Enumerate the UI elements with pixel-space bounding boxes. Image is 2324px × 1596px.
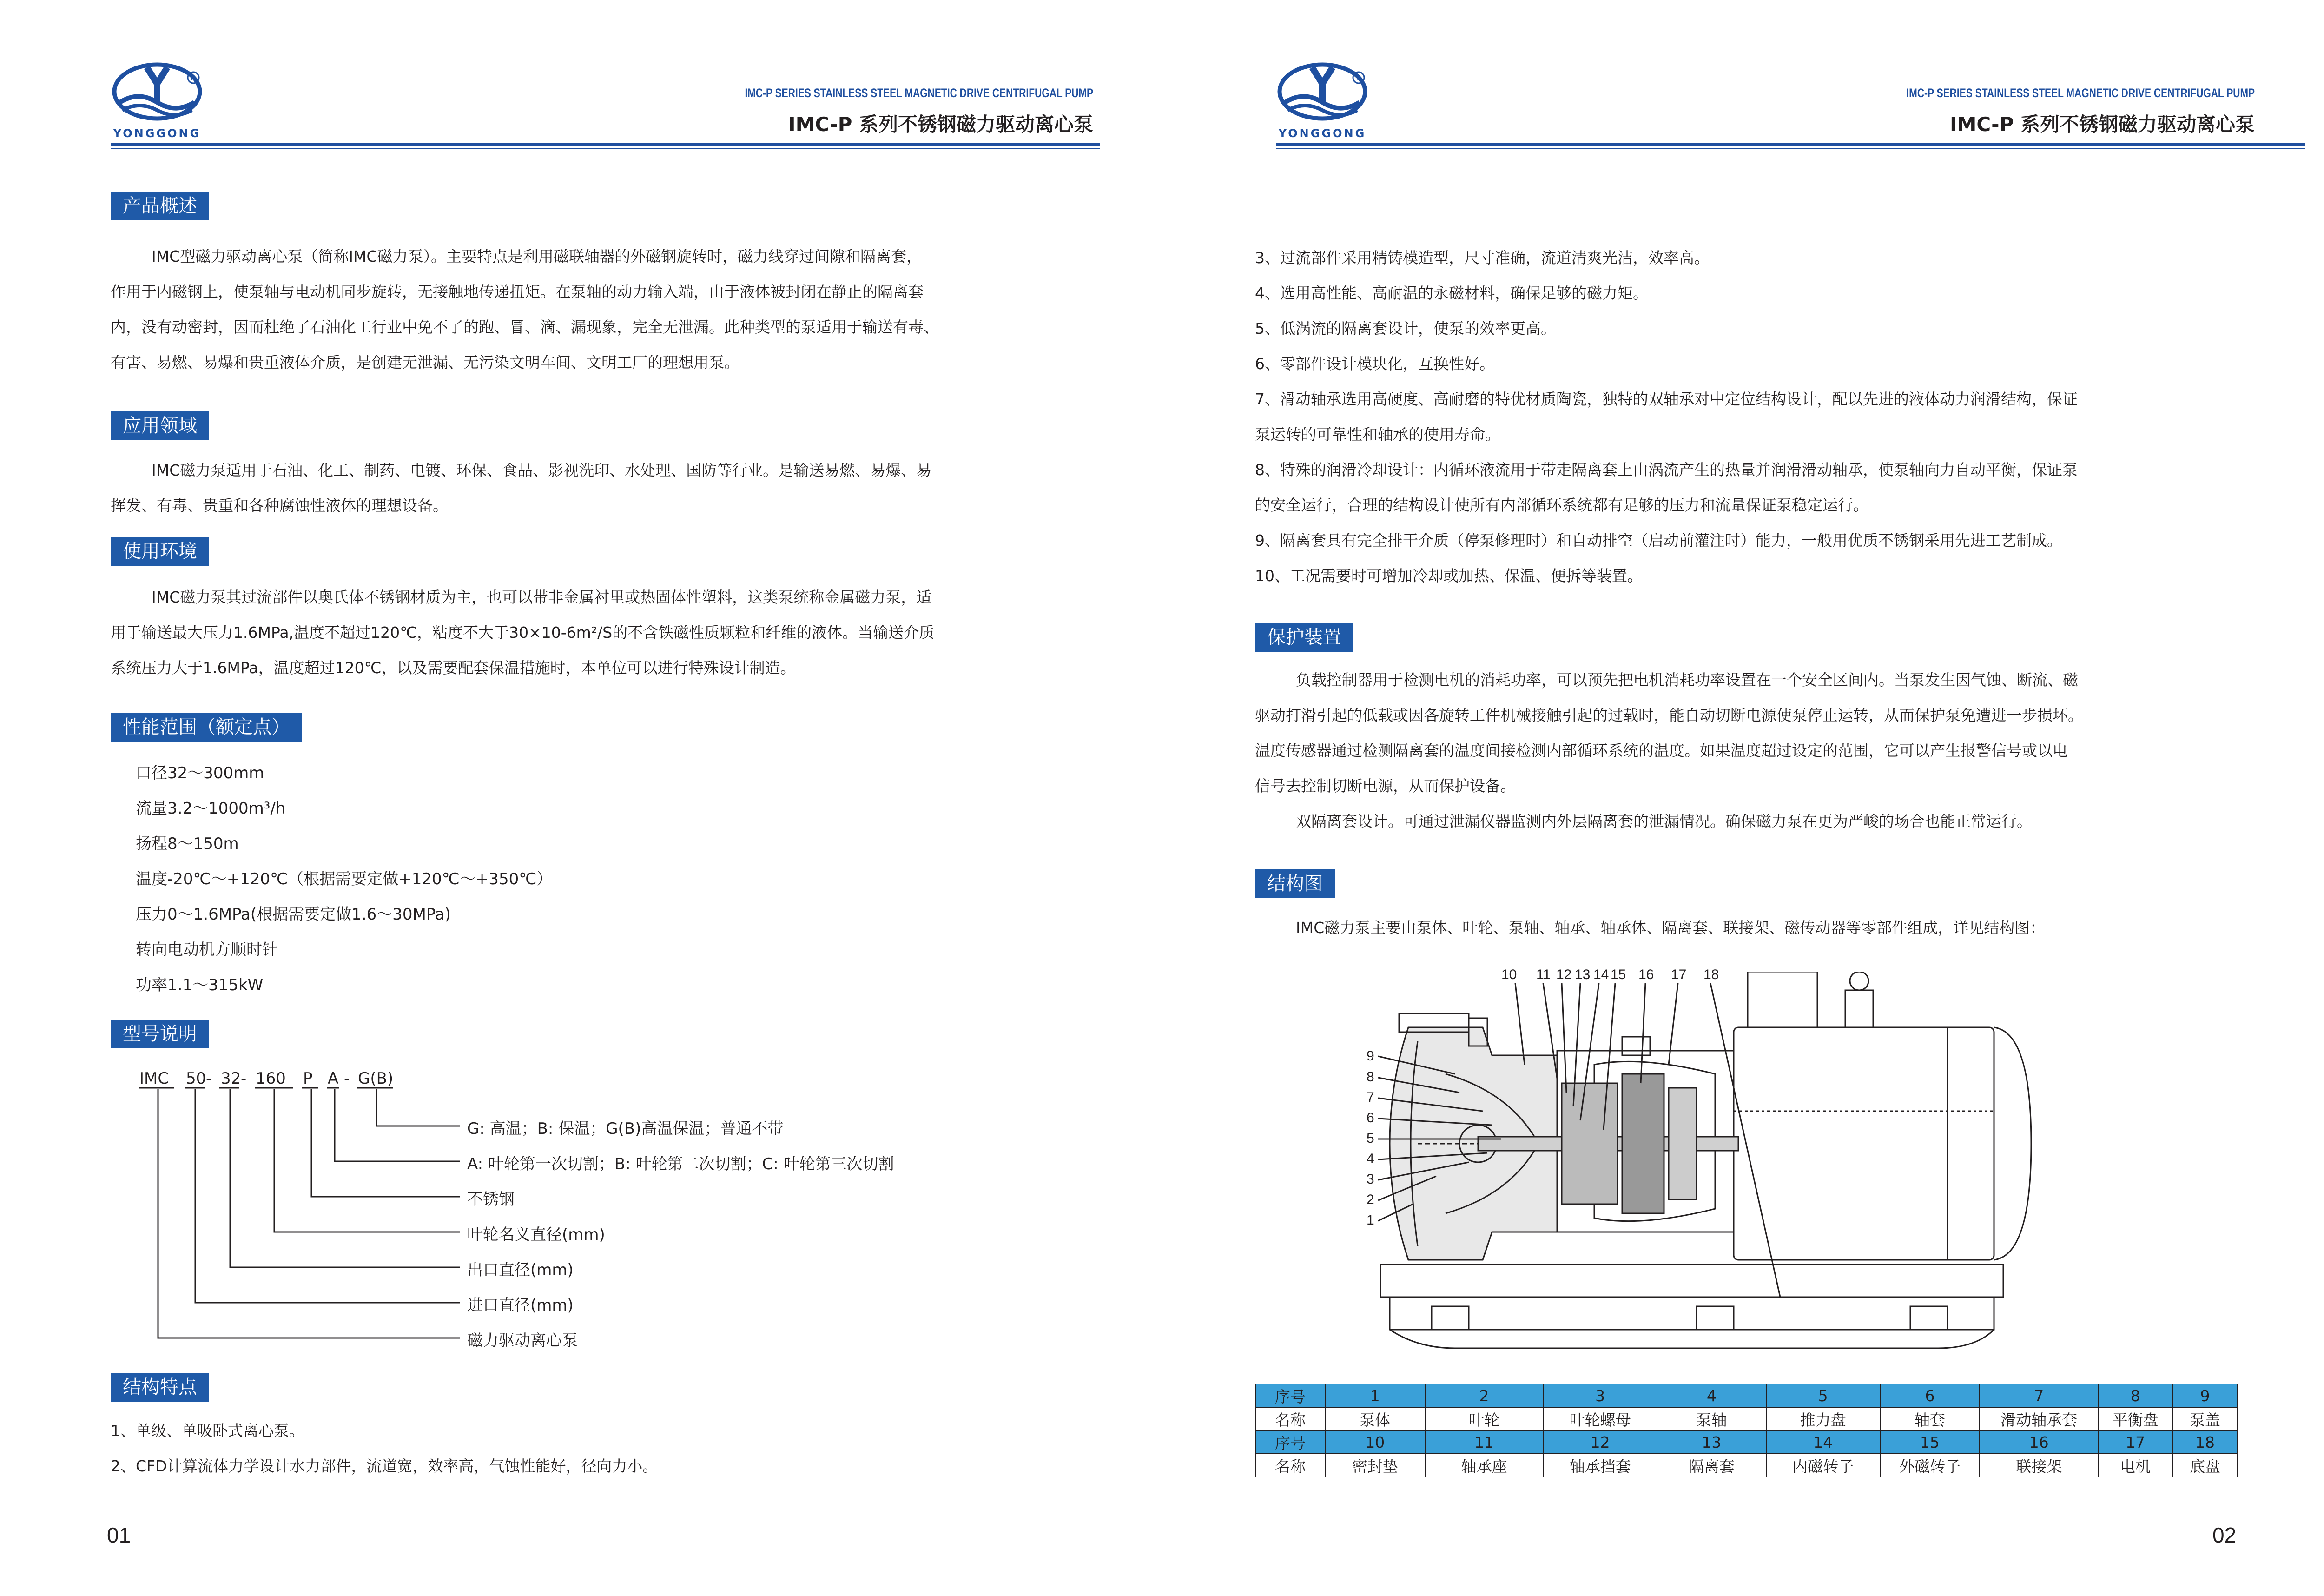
protection-line: 负载控制器用于检测电机的消耗功率，可以预先把电机消耗功率设置在一个安全区间内。当泵发生因气蚀、断流、磁 <box>1296 671 2078 689</box>
section-heading-protection: 保护装置 <box>1255 623 1353 652</box>
callout-6: 6 <box>1367 1110 1374 1126</box>
parts-table <box>1255 1384 2238 1477</box>
parts-name: 电机 <box>2098 1454 2172 1477</box>
feature-item: 4、选用高性能、高耐温的永磁材料，确保足够的磁力矩。 <box>1255 284 1648 302</box>
section-heading-application: 应用领域 <box>111 411 209 440</box>
parts-name: 叶轮螺母 <box>1543 1407 1657 1430</box>
logo-wordmark: YONGGONG <box>1278 127 1367 140</box>
feature-item: 5、低涡流的隔离套设计，使泵的效率更高。 <box>1255 319 1556 338</box>
model-explain-material: 不锈钢 <box>467 1190 515 1209</box>
pump-cross-section-icon <box>1362 972 2129 1358</box>
overview-line: 内，没有动密封，因而杜绝了石油化工行业中免不了的跑、冒、滴、漏现象，完全无泄漏。此种类型的泵适用于输送有毒、 <box>111 318 939 336</box>
model-explain-temperature: G: 高温；B: 保温；G(B)高温保温；普通不带 <box>467 1119 784 1138</box>
feature-item: 9、隔离套具有完全排干介质（停泵修理时）和自动排空（启动前灌注时）能力，一般用优质不锈钢采用先进工艺制成。 <box>1255 531 2062 550</box>
parts-no: 8 <box>2098 1384 2172 1407</box>
parts-no: 7 <box>1980 1384 2098 1407</box>
protection-line: 双隔离套设计。可通过泄漏仪器监测内外层隔离套的泄漏情况。确保磁力泵在更为严峻的场合也能正常运行。 <box>1296 812 2032 830</box>
parts-no: 5 <box>1766 1384 1880 1407</box>
callout-13: 13 <box>1575 967 1591 982</box>
logo-emblem-icon <box>1276 58 1369 128</box>
parts-no: 14 <box>1766 1430 1880 1454</box>
parts-no: 4 <box>1657 1384 1766 1407</box>
protection-line: 驱动打滑引起的低载或因各旋转工件机械接触引起的过载时，能自动切断电源使泵停止运转，从而保护泵免遭进一步损坏。 <box>1255 706 2083 724</box>
pump-structure-drawing <box>1362 967 2129 1358</box>
parts-row-names-1 <box>1255 1407 2238 1430</box>
model-explain-inlet: 进口直径(mm) <box>467 1296 574 1315</box>
header-cn-title: IMC-P 系列不锈钢磁力驱动离心泵 <box>1949 113 2255 136</box>
header-en-title: IMC-P SERIES STAINLESS STEEL MAGNETIC DRIVE CENTRIFUGAL PUMP <box>745 86 1093 100</box>
parts-name: 滑动轴承套 <box>1980 1407 2098 1430</box>
application-text <box>111 453 1101 523</box>
model-code-temp: G(B) <box>358 1069 394 1088</box>
header-rule <box>1276 143 2305 146</box>
model-explain-outlet: 出口直径(mm) <box>467 1261 574 1279</box>
callout-9: 9 <box>1367 1048 1374 1064</box>
svg-text:R: R <box>191 73 196 82</box>
model-code-impeller: 160 <box>256 1069 286 1088</box>
parts-name: 叶轮 <box>1425 1407 1544 1430</box>
callout-14: 14 <box>1593 967 1609 982</box>
environment-text <box>111 580 1101 686</box>
parts-label-name: 名称 <box>1255 1407 1325 1430</box>
spec-caliber: 口径32～300mm <box>136 764 264 782</box>
application-line: IMC磁力泵适用于石油、化工、制药、电镀、环保、食品、影视洗印、水处理、国防等行业。是输送易燃、易爆、易 <box>152 461 932 479</box>
page-number: 02 <box>2212 1523 2237 1547</box>
parts-row-numbers-1 <box>1255 1384 2238 1407</box>
overview-line: 作用于内磁钢上，使泵轴与电动机同步旋转，无接触地传递扭矩。在泵轴的动力输入端，由于液体被封闭在静止的隔离套 <box>111 283 924 301</box>
feature-item: 的安全运行，合理的结构设计使所有内部循环系统都有足够的压力和流量保证泵稳定运行。 <box>1255 496 1868 514</box>
section-heading-features: 结构特点 <box>111 1373 209 1402</box>
protection-line: 信号去控制切断电源，从而保护设备。 <box>1255 777 1516 795</box>
parts-name: 推力盘 <box>1766 1407 1880 1430</box>
spec-temperature: 温度-20℃～+120℃（根据需要定做+120℃～+350℃） <box>136 870 553 888</box>
parts-no: 13 <box>1657 1430 1766 1454</box>
parts-name: 内磁转子 <box>1766 1454 1880 1477</box>
parts-name: 隔离套 <box>1657 1454 1766 1477</box>
feature-item: 10、工况需要时可增加冷却或加热、保温、便拆等装置。 <box>1255 567 1643 585</box>
callout-11: 11 <box>1536 967 1551 982</box>
model-code-material: P <box>303 1069 313 1088</box>
parts-no: 12 <box>1543 1430 1657 1454</box>
parts-row-names-2 <box>1255 1454 2238 1477</box>
header-rule-thin <box>1276 148 2305 149</box>
parts-no: 2 <box>1425 1384 1544 1407</box>
parts-no: 6 <box>1880 1384 1980 1407</box>
parts-name: 轴套 <box>1880 1407 1980 1430</box>
parts-no: 15 <box>1880 1430 1980 1454</box>
parts-name: 联接架 <box>1980 1454 2098 1477</box>
callout-12: 12 <box>1556 967 1572 982</box>
callout-15: 15 <box>1611 967 1626 982</box>
model-explain-series: 磁力驱动离心泵 <box>467 1331 578 1350</box>
environment-line: 用于输送最大压力1.6MPa,温度不超过120℃，粘度不大于30×10-6m²/S的不含铁磁性质颗粒和纤维的液体。当输送介质 <box>111 623 935 642</box>
features-list-continued <box>1255 240 2078 594</box>
model-explain-impeller: 叶轮名义直径(mm) <box>467 1225 605 1244</box>
structure-intro-line: IMC磁力泵主要由泵体、叶轮、泵轴、轴承、轴承体、隔离套、联接架、磁传动器等零部件组成，详见结构图： <box>1296 919 2046 937</box>
feature-item: 6、零部件设计模块化，互换性好。 <box>1255 355 1495 373</box>
header-en-title: IMC-P SERIES STAINLESS STEEL MAGNETIC DRIVE CENTRIFUGAL PUMP <box>1906 86 2255 100</box>
model-leader-lines <box>139 1065 1069 1367</box>
model-code-diagram: IMC 50 - 32 - 160 P A - G(B) G: 高温；B: 保温；G(B)高温保温；普通不带 A: 叶轮第一次切割；B: 叶轮第二次切割；C: 叶轮第三次切割 不锈钢 叶轮名义直径(mm) 出口直径(mm) 进口直径(mm) 磁力驱动离心泵 <box>139 1065 1069 1367</box>
application-line: 挥发、有毒、贵重和各种腐蚀性液体的理想设备。 <box>111 497 448 515</box>
overview-line: 有害、易燃、易爆和贵重液体介质，是创建无泄漏、无污染文明车间、文明工厂的理想用泵。 <box>111 353 739 371</box>
model-explain-cut: A: 叶轮第一次切割；B: 叶轮第二次切割；C: 叶轮第三次切割 <box>467 1155 894 1173</box>
section-heading-environment: 使用环境 <box>111 537 209 566</box>
section-heading-structure: 结构图 <box>1255 869 1335 898</box>
parts-name: 泵体 <box>1325 1407 1425 1430</box>
section-heading-model: 型号说明 <box>111 1020 209 1048</box>
performance-list <box>136 755 552 1003</box>
callout-4: 4 <box>1367 1151 1374 1166</box>
spec-flow: 流量3.2～1000m³/h <box>136 799 286 818</box>
callout-8: 8 <box>1367 1069 1374 1085</box>
logo-emblem-icon <box>111 58 204 128</box>
parts-no: 1 <box>1325 1384 1425 1407</box>
parts-name: 底盘 <box>2172 1454 2238 1477</box>
logo-wordmark: YONGGONG <box>113 127 201 140</box>
callout-1: 1 <box>1367 1212 1374 1228</box>
header-cn-title: IMC-P 系列不锈钢磁力驱动离心泵 <box>788 113 1093 136</box>
parts-no: 11 <box>1425 1430 1544 1454</box>
callout-17: 17 <box>1671 967 1687 982</box>
parts-label-name: 名称 <box>1255 1454 1325 1477</box>
callout-3: 3 <box>1367 1172 1374 1187</box>
parts-name: 轴承挡套 <box>1543 1454 1657 1477</box>
section-heading-overview: 产品概述 <box>111 192 209 220</box>
callout-18: 18 <box>1703 967 1719 982</box>
company-logo <box>1276 58 1369 139</box>
parts-no: 10 <box>1325 1430 1425 1454</box>
overview-text <box>111 239 1101 380</box>
callout-5: 5 <box>1367 1131 1374 1146</box>
company-logo <box>111 58 204 139</box>
parts-name: 泵盖 <box>2172 1407 2238 1430</box>
parts-row-numbers-2 <box>1255 1430 2238 1454</box>
parts-name: 平衡盘 <box>2098 1407 2172 1430</box>
model-code-outlet: 32 <box>221 1069 241 1088</box>
protection-text <box>1255 662 2268 839</box>
section-heading-performance: 性能范围（额定点） <box>111 713 302 742</box>
model-code-cut: A <box>328 1069 339 1088</box>
overview-line: IMC型磁力驱动离心泵（简称IMC磁力泵）。主要特点是利用磁联轴器的外磁钢旋转时，磁力线穿过间隙和隔离套， <box>152 247 922 265</box>
feature-item: 8、特殊的润滑冷却设计：内循环液流用于带走隔离套上由涡流产生的热量并润滑滑动轴承，使泵轴向力自动平衡，保证泵 <box>1255 461 2078 479</box>
parts-no: 9 <box>2172 1384 2238 1407</box>
feature-item: 7、滑动轴承选用高硬度、高耐磨的特优材质陶瓷，独特的双轴承对中定位结构设计，配以先进的液体动力润滑结构，保证 <box>1255 390 2078 408</box>
model-code-series: IMC <box>139 1069 169 1088</box>
parts-no: 18 <box>2172 1430 2238 1454</box>
parts-no: 3 <box>1543 1384 1657 1407</box>
spec-power: 功率1.1～315kW <box>136 976 264 994</box>
callout-10: 10 <box>1501 967 1517 982</box>
feature-item: 泵运转的可靠性和轴承的使用寿命。 <box>1255 425 1500 444</box>
parts-name: 泵轴 <box>1657 1407 1766 1430</box>
protection-line: 温度传感器通过检测隔离套的温度间接检测内部循环系统的温度。如果温度超过设定的范围，它可以产生报警信号或以电 <box>1255 742 2068 760</box>
feature-item: 2、CFD计算流体力学设计水力部件，流道宽，效率高，气蚀性能好，径向力小。 <box>111 1457 658 1475</box>
page-number: 01 <box>107 1523 131 1547</box>
parts-name: 密封垫 <box>1325 1454 1425 1477</box>
structure-intro <box>1255 910 2268 946</box>
parts-no: 16 <box>1980 1430 2098 1454</box>
environment-line: IMC磁力泵其过流部件以奥氏体不锈钢材质为主，也可以带非金属衬里或热固体性塑料，这类泵统称金属磁力泵，适 <box>152 588 932 606</box>
model-code-inlet: 50 <box>186 1069 206 1088</box>
features-list <box>111 1413 658 1484</box>
callout-2: 2 <box>1367 1192 1374 1207</box>
svg-text:R: R <box>1356 73 1361 82</box>
header-rule-thin <box>111 148 1100 149</box>
parts-name: 外磁转子 <box>1880 1454 1980 1477</box>
spec-head: 扬程8～150m <box>136 834 239 853</box>
header-rule <box>111 143 1100 146</box>
parts-label-no: 序号 <box>1255 1384 1325 1407</box>
parts-label-no: 序号 <box>1255 1430 1325 1454</box>
callout-16: 16 <box>1638 967 1654 982</box>
callout-7: 7 <box>1367 1090 1374 1105</box>
parts-name: 轴承座 <box>1425 1454 1544 1477</box>
parts-no: 17 <box>2098 1430 2172 1454</box>
feature-item: 1、单级、单吸卧式离心泵。 <box>111 1422 304 1440</box>
spec-rotation: 转向电动机方顺时针 <box>136 940 278 959</box>
spec-pressure: 压力0～1.6MPa(根据需要定做1.6～30MPa) <box>136 905 451 924</box>
feature-item: 3、过流部件采用精铸模造型，尺寸准确，流道清爽光洁，效率高。 <box>1255 249 1710 267</box>
environment-line: 系统压力大于1.6MPa，温度超过120℃，以及需要配套保温措施时，本单位可以进行特殊设计制造。 <box>111 659 796 677</box>
